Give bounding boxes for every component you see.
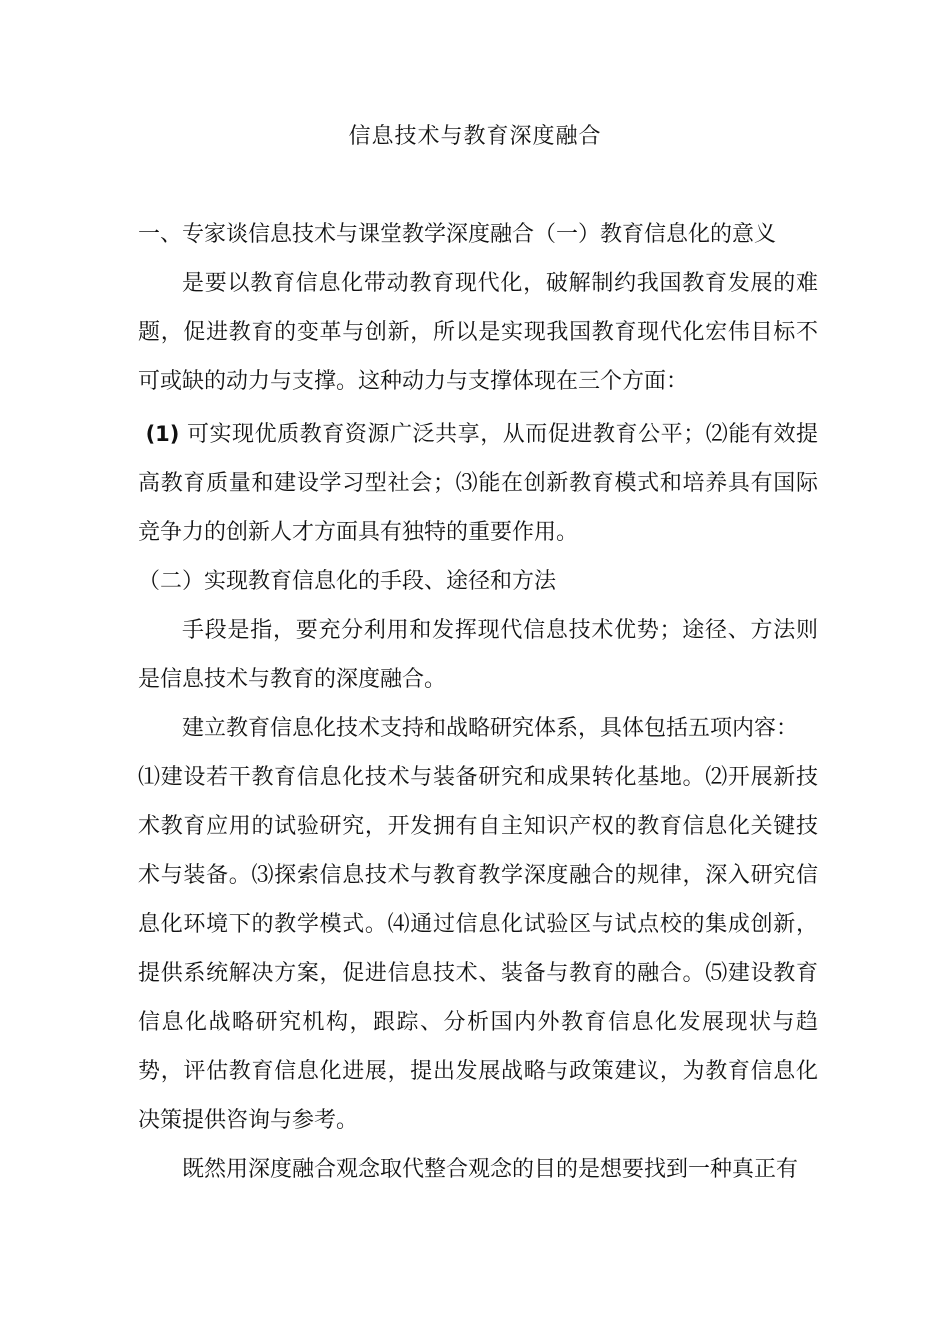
- paragraph-significance: 是要以教育信息化带动教育现代化，破解制约我国教育发展的难题，促进教育的变革与创新，所以是实现我国教育现代化宏伟目标不可或缺的动力与支撑。这种动力与支撑体现在三个方面：: [138, 271, 818, 394]
- paragraph-five-items-intro: 建立教育信息化技术支持和战略研究体系，具体包括五项内容：: [182, 716, 799, 741]
- section-heading-2: （二）实现教育信息化的手段、途径和方法: [138, 569, 557, 594]
- document-title: 信息技术与教育深度融合: [348, 124, 602, 149]
- paragraph-three-aspects: [138, 410, 818, 557]
- document-body: [138, 210, 818, 1194]
- paragraph-means: 手段是指，要充分利用和发挥现代信息技术优势；途径、方法则是信息技术与教育的深度融合。: [138, 618, 818, 692]
- paragraph-deep-integration: 既然用深度融合观念取代整合观念的目的是想要找到一种真正有: [182, 1157, 799, 1182]
- section-heading-1: 一、专家谈信息技术与课堂教学深度融合（一）教育信息化的意义: [138, 222, 777, 247]
- list-marker: (1): [145, 422, 180, 446]
- paragraph-five-items: ⑴建设若干教育信息化技术与装备研究和成果转化基地。⑵开展新技术教育应用的试验研究，开发拥有自主知识产权的教育信息化关键技术与装备。⑶探索信息技术与教育教学深度融合的规律，深入研究信息化环境下的教学模式。⑷通过信息化试验区与试点校的集成创新，提供系统解决方案，促进信息技术、装备与教育的融合。⑸建设教育信息化战略研究机构，跟踪、分析国内外教育信息化发展现状与趋势，评估教育信息化进展，提出发展战略与政策建议，为教育信息化决策提供咨询与参考。: [138, 765, 818, 1133]
- paragraph-three-aspects-text: 可实现优质教育资源广泛共享，从而促进教育公平；⑵能有效提高教育质量和建设学习型社会；⑶能在创新教育模式和培养具有国际竞争力的创新人才方面具有独特的重要作用。: [138, 422, 818, 545]
